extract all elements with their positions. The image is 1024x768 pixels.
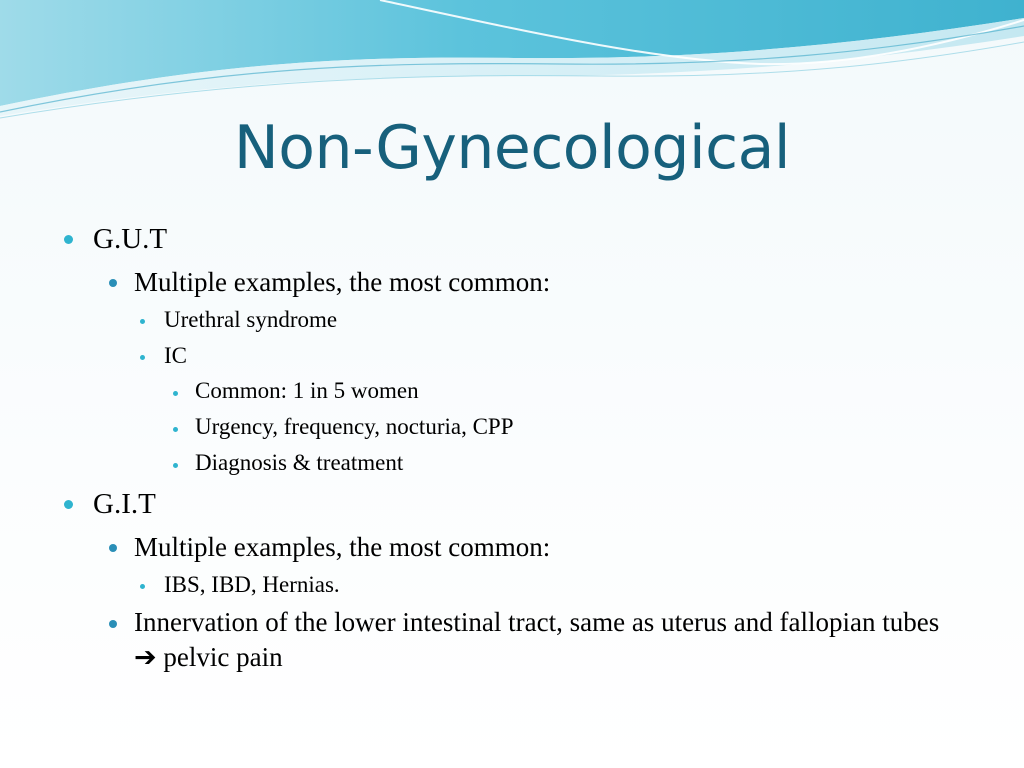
bullet-text: IBS, IBD, Hernias. xyxy=(164,572,340,597)
bullet-dot-icon xyxy=(64,500,73,509)
bullet-dot-icon xyxy=(109,544,117,552)
bullet-text: G.U.T xyxy=(93,223,168,255)
bullet-text: Multiple examples, the most common: xyxy=(134,267,551,297)
slide-title: Non-Gynecological xyxy=(233,113,791,183)
bullet-dot-icon xyxy=(140,319,145,324)
bullet-text: Innervation of the lower intestinal tract, same as uterus and fallopian tubes ➔ pelvic pain xyxy=(134,607,940,672)
bullet-text: Common: 1 in 5 women xyxy=(195,378,419,403)
bullet-text: Diagnosis & treatment xyxy=(195,450,404,475)
bullet-dot-icon xyxy=(109,620,117,628)
bullet-dot-icon xyxy=(109,279,117,287)
bullet-text: Urgency, frequency, nocturia, CPP xyxy=(195,414,514,439)
bullet-text: Urethral syndrome xyxy=(164,307,338,332)
bullet-dot-icon xyxy=(140,584,145,589)
bullet-dot-icon xyxy=(173,391,178,396)
bullet-text: Multiple examples, the most common: xyxy=(134,532,551,562)
bullet-dot-icon xyxy=(173,463,178,468)
bullet-dot-icon xyxy=(173,427,178,432)
bullet-text: G.I.T xyxy=(93,488,156,520)
bullet-text: IC xyxy=(164,343,187,368)
bullet-dot-icon xyxy=(64,235,73,244)
bullet-dot-icon xyxy=(140,355,145,360)
